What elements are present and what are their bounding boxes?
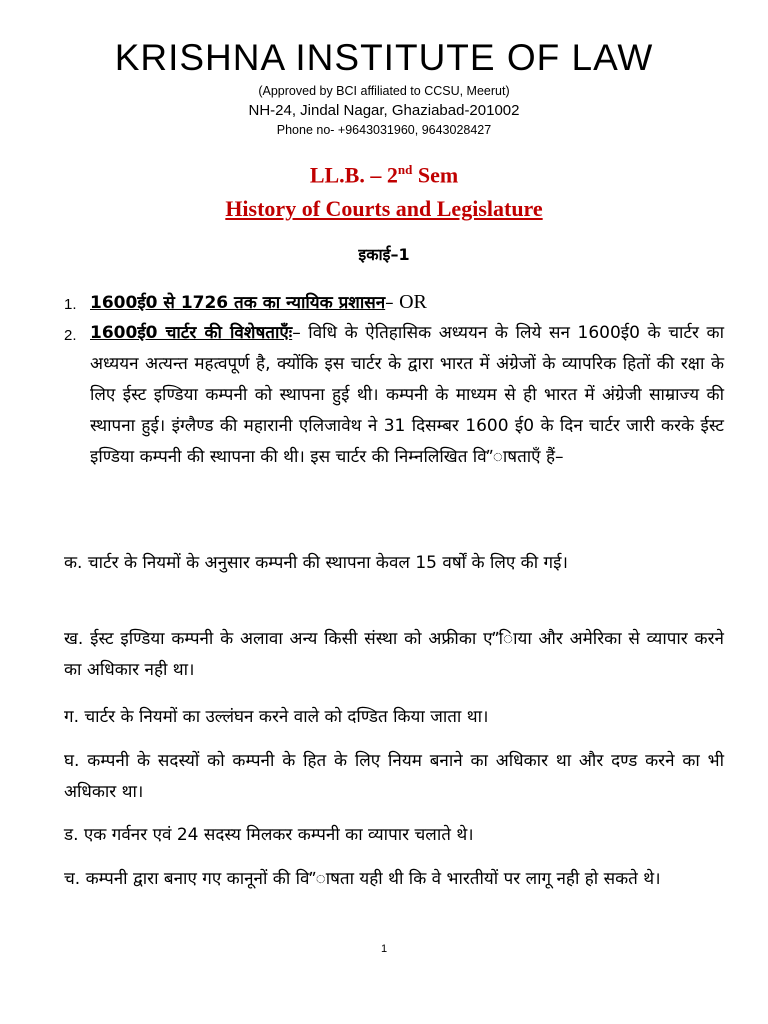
item-1-number: 1. xyxy=(64,296,77,313)
course-title xyxy=(0,162,768,188)
course-prefix: LL.B. – 2 xyxy=(309,162,398,188)
point-cha: च. कम्पनी द्वारा बनाए गए कानूनों की वि”ाषता यही थी कि वे भारतीयों पर लागू नही हो सकते थे। xyxy=(64,869,661,889)
item-1 xyxy=(64,287,724,319)
item-1-or: OR xyxy=(399,291,427,313)
item-2-text: – विधि के ऐतिहासिक अध्ययन के लिये सन 1600ई0 के चार्टर का अध्ययन अत्यन्त महत्वपूर्ण है, क्योंकि इस चार्टर के द्वारा भारत में अंग्रेजों के व्यापरिक हितों की रक्षा के लिए ईस्ट इण्डिया कम्पनी को स्थापना हुई थी। कम्पनी के माध्यम से ही भारत में अंग्रेजी साम्राज्य की स्थापना हुई। इंग्लैण्ड की महारानी एलिजावेथ ने 31 दिसम्बर 1600 ई0 के दिन चार्टर जारी करके ईस्ट इण्डिया कम्पनी की स्थापना की थी। इस चार्टर की निम्नलिखित वि”ाषताएँ हैं– xyxy=(90,323,724,467)
point-kha: ख. ईस्ट इण्डिया कम्पनी के अलावा अन्य किसी संस्था को अफ्रीका ए”िाया और अमेरिका से व्यापार करने का अधिकार नही था। xyxy=(64,629,724,680)
point-gha: घ. कम्पनी के सदस्यों को कम्पनी के हित के लिए नियम बनाने का अधिकार था और दण्ड करने का भी अधिकार था। xyxy=(64,751,724,802)
point-ka: क. चार्टर के नियमों के अनुसार कम्पनी की स्थापना केवल 15 वर्षों के लिए की गई। xyxy=(64,553,568,573)
point-da: ड. एक गर्वनर एवं 24 सदस्य मिलकर कम्पनी का व्यापार चलाते थे। xyxy=(64,825,474,845)
item-2-number: 2. xyxy=(64,327,77,344)
phone-line: Phone no- +9643031960, 9643028427 xyxy=(276,123,492,137)
unit-heading: इकाई–1 xyxy=(358,245,410,264)
item-2-heading: 1600ई0 चार्टर की विशेषताएँः xyxy=(90,323,293,343)
subject-title: History of Courts and Legislature xyxy=(225,196,543,221)
course-superscript: nd xyxy=(397,162,413,177)
address-line: NH-24, Jindal Nagar, Ghaziabad-201002 xyxy=(248,102,520,119)
institute-name: KRISHNA INSTITUTE OF LAW xyxy=(114,37,654,78)
course-suffix: Sem xyxy=(412,162,459,188)
item-1-dash: – xyxy=(385,293,400,313)
point-ga: ग. चार्टर के नियमों का उल्लंघन करने वाले को दण्डित किया जाता था। xyxy=(64,707,489,727)
item-1-heading: 1600ई0 से 1726 तक का न्यायिक प्रशासन xyxy=(90,293,386,313)
approval-line: (Approved by BCI affiliated to CCSU, Meerut) xyxy=(258,84,510,98)
item-2 xyxy=(64,318,724,473)
page-number: 1 xyxy=(380,943,388,955)
